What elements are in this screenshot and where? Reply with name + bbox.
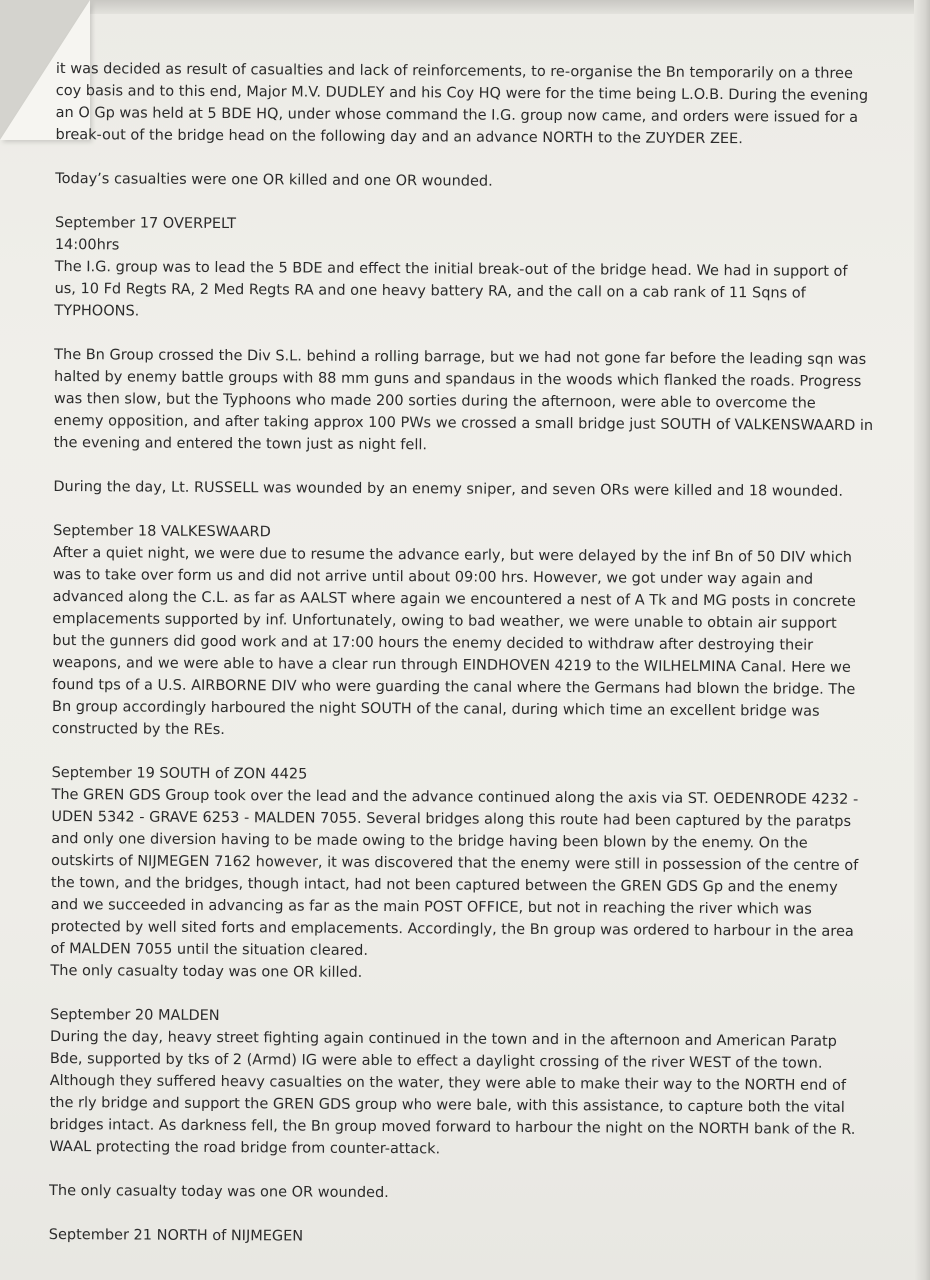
text-line: bridges intact. As darkness fell, the Bn group moved forward to harbour the night on the NORTH bank of the R. [49, 1116, 856, 1138]
text-line: was to take over form us and did not arrive until about 09:00 hrs. However, we got under way again and [52, 566, 814, 588]
document-body [49, 58, 876, 1251]
text-line: Although they suffered heavy casualties on the water, they were able to make their way to the NORTH end of [49, 1072, 847, 1094]
text-line: it was decided as result of casualties and lack of reinforcements, to re-organise the Bn temporarily on a three [55, 60, 853, 82]
section-heading: September 19 SOUTH of ZON 4425 [51, 764, 308, 783]
text-line: the rly bridge and support the GREN GDS group who were bale, with this assistance, to capture both the vital [49, 1094, 845, 1116]
text-line: weapons, and we were able to have a clear run through EINDHOVEN 4219 to the WILHELMINA Canal. Here we [52, 654, 851, 676]
section-heading: September 20 MALDEN [50, 1006, 220, 1025]
page-edge-right [914, 0, 930, 1280]
text-line: The GREN GDS Group took over the lead and the advance continued along the axis via ST. OEDENRODE 4232 - [51, 786, 859, 808]
text-line: the town, and the bridges, though intact, had not been captured between the GREN GDS Gp and the enemy [50, 874, 838, 896]
text-line: outskirts of NIJMEGEN 7162 however, it was discovered that the enemy were still in possession of the centre of [51, 852, 859, 874]
section-sep20 [49, 1004, 870, 1163]
text-line: During the day, Lt. RUSSELL was wounded by an enemy sniper, and seven ORs were killed and 18 wounded. [53, 478, 844, 500]
text-line: and we succeeded in advancing as far as the main POST OFFICE, but not in reaching the river which was [50, 896, 812, 918]
text-line: WAAL protecting the road bridge from counter-attack. [49, 1138, 441, 1158]
section-sep17 [54, 212, 875, 327]
text-line: During the day, heavy street fighting again continued in the town and in the afternoon and American Paratp [49, 1028, 837, 1050]
text-line: the evening and entered the town just as night fell. [53, 434, 428, 454]
text-line: us, 10 Fd Regts RA, 2 Med Regts RA and one heavy battery RA, and the call on a cab rank of 11 Sqns of [54, 280, 806, 302]
page-edge-top [0, 0, 930, 14]
section-heading: September 18 VALKESWAARD [53, 522, 271, 541]
text-line: Bde, supported by tks of 2 (Armd) IG were able to effect a daylight crossing of the river WEST of the town. [49, 1050, 823, 1072]
text-line: enemy opposition, and after taking approx 100 PWs we crossed a small bridge just SOUTH of VALKENSWAARD in [53, 412, 874, 434]
section-heading: September 21 NORTH of NIJMEGEN [48, 1226, 304, 1245]
text-line: of MALDEN 7055 until the situation cleared. [50, 940, 369, 959]
text-line: The only casualty today was one OR killed. [50, 962, 363, 981]
text-line: The I.G. group was to lead the 5 BDE and effect the initial break-out of the bridge head. We had in support of [54, 258, 848, 280]
text-line: but the gunners did good work and at 17:00 hours the enemy decided to withdraw after destroying their [52, 632, 814, 654]
section-heading: September 17 OVERPELT [54, 214, 237, 233]
text-line: break-out of the bridge head on the following day and an advance NORTH to the ZUYDER ZEE. [55, 126, 743, 148]
text-line: was then slow, but the Typhoons who made 200 sorties during the afternoon, were able to overcome the [53, 390, 816, 412]
text-line: an O Gp was held at 5 BDE HQ, under whose command the I.G. group now came, and orders were issued for a [55, 104, 859, 126]
text-line: The only casualty today was one OR wounded. [49, 1182, 389, 1202]
text-line: found tps of a U.S. AIRBORNE DIV who were guarding the canal where the Germans had blown the bridge. The [52, 676, 856, 698]
text-line: Bn group accordingly harboured the night SOUTH of the canal, during which time an excellent bridge was [51, 698, 820, 720]
paragraph-intro [55, 58, 876, 151]
text-line: constructed by the REs. [51, 720, 225, 739]
section-sep19 [50, 762, 871, 987]
text-line: halted by enemy battle groups with 88 mm guns and spandaus in the woods which flanked the roads. Progress [54, 368, 862, 390]
section-time: 14:00hrs [54, 236, 120, 254]
text-line: Today’s casualties were one OR killed and one OR wounded. [55, 170, 493, 190]
text-line: TYPHOONS. [54, 302, 140, 320]
text-line: UDEN 5342 - GRAVE 6253 - MALDEN 7055. Several bridges along this route had been captured by the paratps [51, 808, 852, 830]
text-line: The Bn Group crossed the Div S.L. behind a rolling barrage, but we had not gone far before the leading sqn was [54, 346, 867, 368]
paragraph-sep17-advance [54, 344, 875, 459]
text-line: After a quiet night, we were due to resume the advance early, but were delayed by the inf Bn of 50 DIV which [52, 544, 853, 566]
text-line: emplacements supported by inf. Unfortunately, owing to bad weather, we were unable to obtain air support [52, 610, 837, 632]
section-sep21 [49, 1224, 869, 1251]
section-sep18 [52, 520, 873, 745]
text-line: and only one diversion having to be made owing to the bridge having been blown by the enemy. On the [51, 830, 808, 852]
text-line: advanced along the C.L. as far as AALST where again we encountered a nest of A Tk and MG posts in concrete [52, 588, 856, 610]
text-line: coy basis and to this end, Major M.V. DUDLEY and his Coy HQ were for the time being L.O.B. During the evening [55, 82, 869, 104]
text-line: protected by well sited forts and emplacements. Accordingly, the Bn group was ordered to harbour in the area [50, 918, 854, 940]
